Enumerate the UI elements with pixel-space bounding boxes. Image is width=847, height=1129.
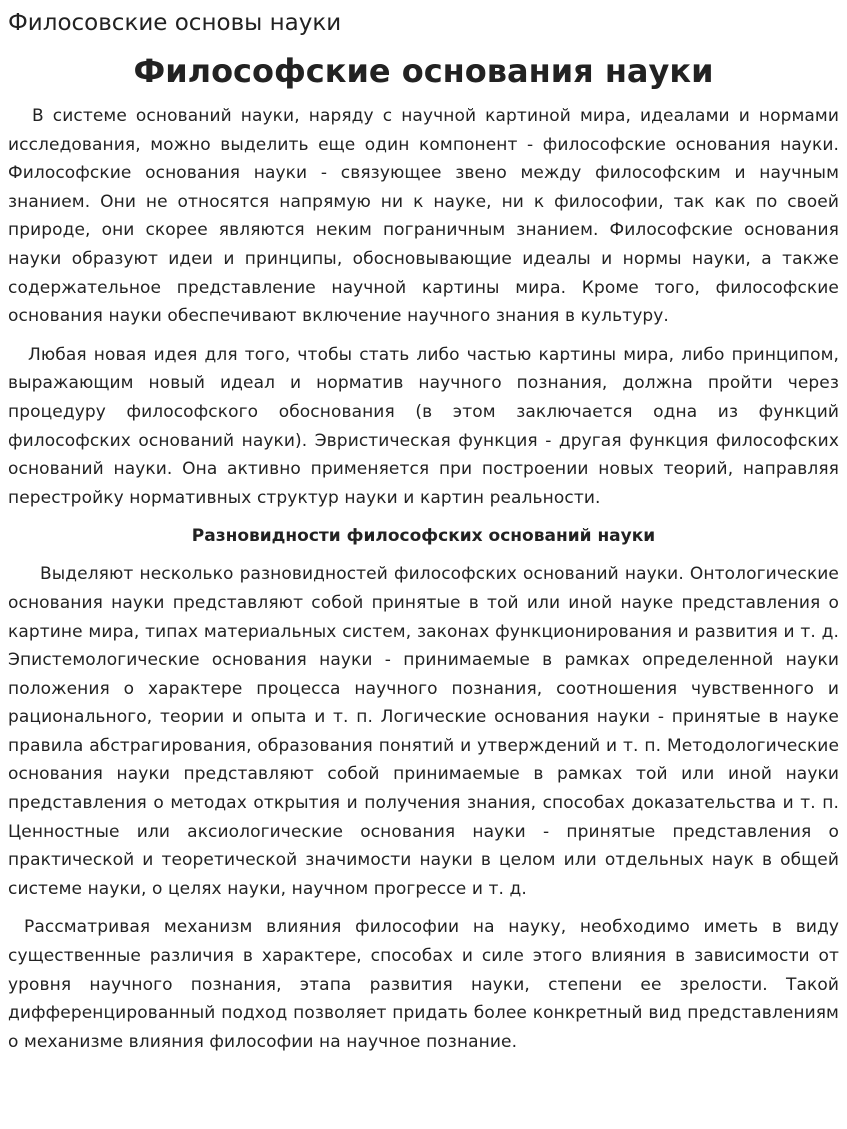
paragraph-intro: В системе оснований науки, наряду с научной картиной мира, идеалами и нормами исследования, можно выделить еще один компонент - философские основания науки. Философские основания науки - связующее звено между философским и научным знанием. Они не относятся напрямую ни к науке, ни к философии, так как по своей природе, они скорее являются неким пограничным знанием. Философские основания науки образуют идеи и принципы, обосновывающие идеалы и нормы науки, а также содержательное представление научной картины мира. Кроме того, философские основания науки обеспечивают включение научного знания в культуру. — [8, 106, 839, 327]
site-title: Филосовские основы науки — [8, 10, 342, 36]
paragraph-influence: Рассматривая механизм влияния философии на науку, необходимо иметь в виду существенные различия в характере, способах и силе этого влияния в зависимости от уровня научного познания, этапа развития науки, степени ее зрелости. Такой дифференцированный подход позволяет придать более конкретный вид представлениям о механизме влияния философии на научное познание. — [8, 917, 839, 1052]
article-title: Философские основания науки — [133, 52, 714, 90]
paragraph-varieties: Выделяют несколько разновидностей философских оснований науки. Онтологические основания науки представляют собой принятые в той или иной науке представления о картине мира, типах материальных систем, законах функционирования и развития и т. д. Эпистемологические основания науки - принимаемые в рамках определенной науки положения о характере процесса научного познания, соотношения чувственного и рационального, теории и опыта и т. п. Логические основания науки - принятые в науке правила абстрагирования, образования понятий и утверждений и т. п. Методологические основания науки представляют собой принимаемые в рамках той или иной науки представления о методах открытия и получения знания, способах доказательства и т. п. Ценностные или аксиологические основания науки - принятые представления о практической и теоретической значимости науки в целом или отдельных наук в общей системе науки, о целях науки, научном прогрессе и т. д. — [8, 564, 839, 899]
paragraph-functions: Любая новая идея для того, чтобы стать либо частью картины мира, либо принципом, выражающим новый идеал и норматив научного познания, должна пройти через процедуру философского обоснования (в этом заключается одна из функций философских оснований науки). Эвристическая функция - другая функция философских оснований науки. Она активно применяется при построении новых теорий, направляя перестройку нормативных структур науки и картин реальности. — [8, 344, 839, 508]
section-heading: Разновидности философских оснований науки — [191, 526, 656, 547]
